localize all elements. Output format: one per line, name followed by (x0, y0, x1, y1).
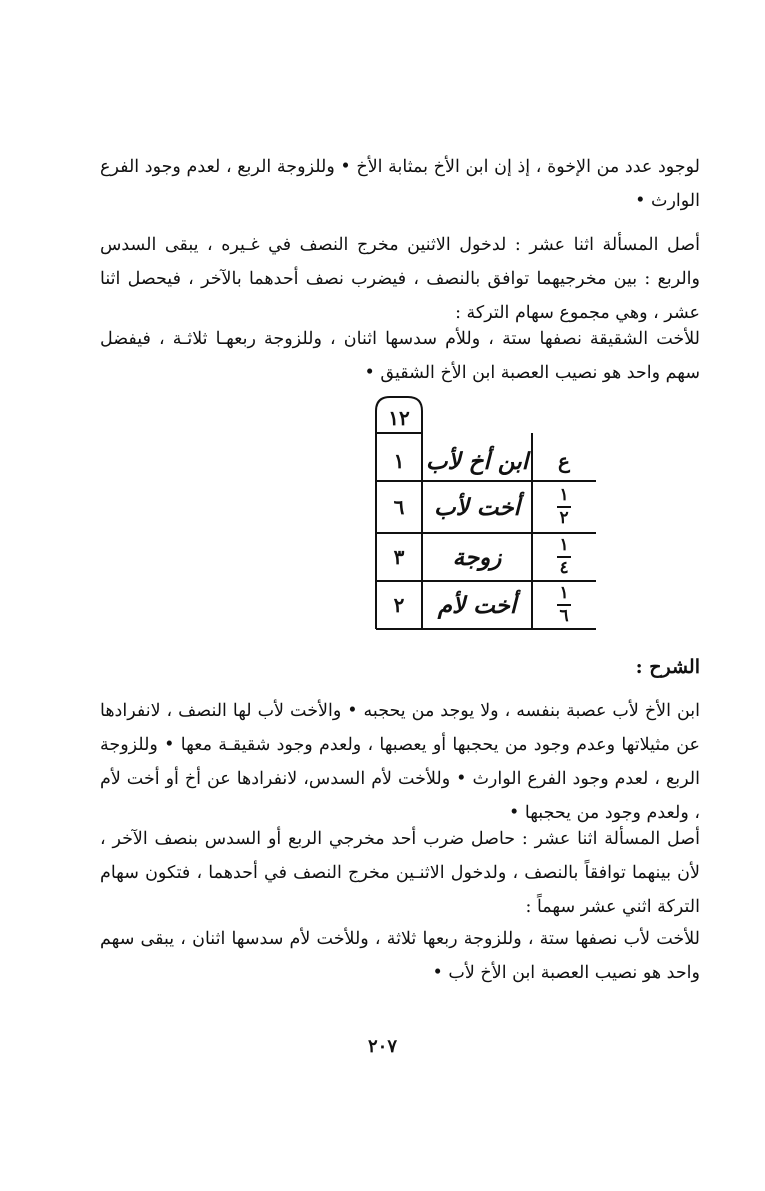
share-fraction (532, 581, 596, 629)
share-fraction (532, 533, 596, 581)
heir-portion: ٣ (393, 545, 405, 569)
paragraph (100, 228, 700, 330)
paragraph (100, 922, 700, 990)
fraction-denominator: ٢ (559, 508, 569, 528)
paragraph-text: للأخت لأب نصفها ستة ، وللزوجة ربعها ثلاثة ، وللأخت لأم سدسها اثنان ، يبقى سهم واحد هو نصيب العصبة ابن الأخ لأب • (100, 929, 700, 983)
heir-name: زوجة (452, 543, 502, 571)
heir-portion: ١ (393, 449, 405, 473)
paragraph-text: لوجود عدد من الإخوة ، إذ إن ابن الأخ بمثابة الأخ • وللزوجة الربع ، لعدم وجود الفرع الوارث • (100, 157, 700, 211)
paragraph-text: للأخت الشقيقة نصفها ستة ، وللأم سدسها اثنان ، وللزوجة ربعهـا ثلاثـة ، فيفضل سهم واحد هو نصيب العصبة ابن الأخ الشقيق • (100, 329, 700, 383)
heir-name: ابن أخ لأب (425, 447, 529, 475)
table-total: ١٢ (388, 406, 410, 430)
fraction-numerator: ١ (559, 583, 569, 603)
paragraph-text: أصل المسألة اثنا عشر : حاصل ضرب أحد مخرجي الربع أو السدس بنصف الآخر ، لأن بينهما توافقاً بالنصف ، ولدخول الاثنـين مخرج النصف في أحدهما ، فتكون سهام التركة اثني عشر سهماً : (100, 829, 700, 917)
paragraph (100, 150, 700, 218)
heir-name: أخت لأب (434, 493, 520, 521)
heir-portion: ٢ (393, 593, 405, 617)
fraction-denominator: ٤ (559, 558, 569, 578)
fraction-numerator: ١ (559, 485, 569, 505)
paragraph (100, 322, 700, 390)
paragraph-text: ابن الأخ لأب عصبة بنفسه ، ولا يوجد من يحجبه • والأخت لأب لها النصف ، لانفرادها عن مثيلاتها وعدم وجود من يحجبها أو يعصبها ، ولعدم وجود شقيقـة معها • وللزوجة الربع ، لعدم وجود الفرع الوارث • وللأخت لأم السدس، لانفرادها عن أخ أو أخت لأم ، ولعدم وجود من يحجبها • (100, 701, 700, 823)
commentary-heading: الشرح : (635, 656, 700, 678)
inheritance-table (372, 393, 598, 633)
paragraph-text: أصل المسألة اثنا عشر : لدخول الاثنين مخرج النصف في غـيره ، يبقى السدس والربع : بين مخرجيهما توافق بالنصف ، فيضرب نصف أحدهما بالآخر ، فيحصل اثنا عشر ، وهي مجموع سهام التركة : (100, 235, 700, 323)
share-residuary: ع (558, 449, 570, 473)
fraction-denominator: ٦ (559, 606, 569, 626)
fraction (557, 487, 571, 527)
paragraph (100, 694, 700, 830)
page-number: ٢٠٧ (367, 1036, 397, 1057)
share-fraction (532, 481, 596, 533)
heir-portion: ٦ (393, 495, 405, 519)
paragraph (100, 822, 700, 924)
fraction (557, 585, 571, 625)
heir-name: أخت لأم (437, 591, 517, 619)
fraction (557, 537, 571, 577)
fraction-numerator: ١ (559, 535, 569, 555)
